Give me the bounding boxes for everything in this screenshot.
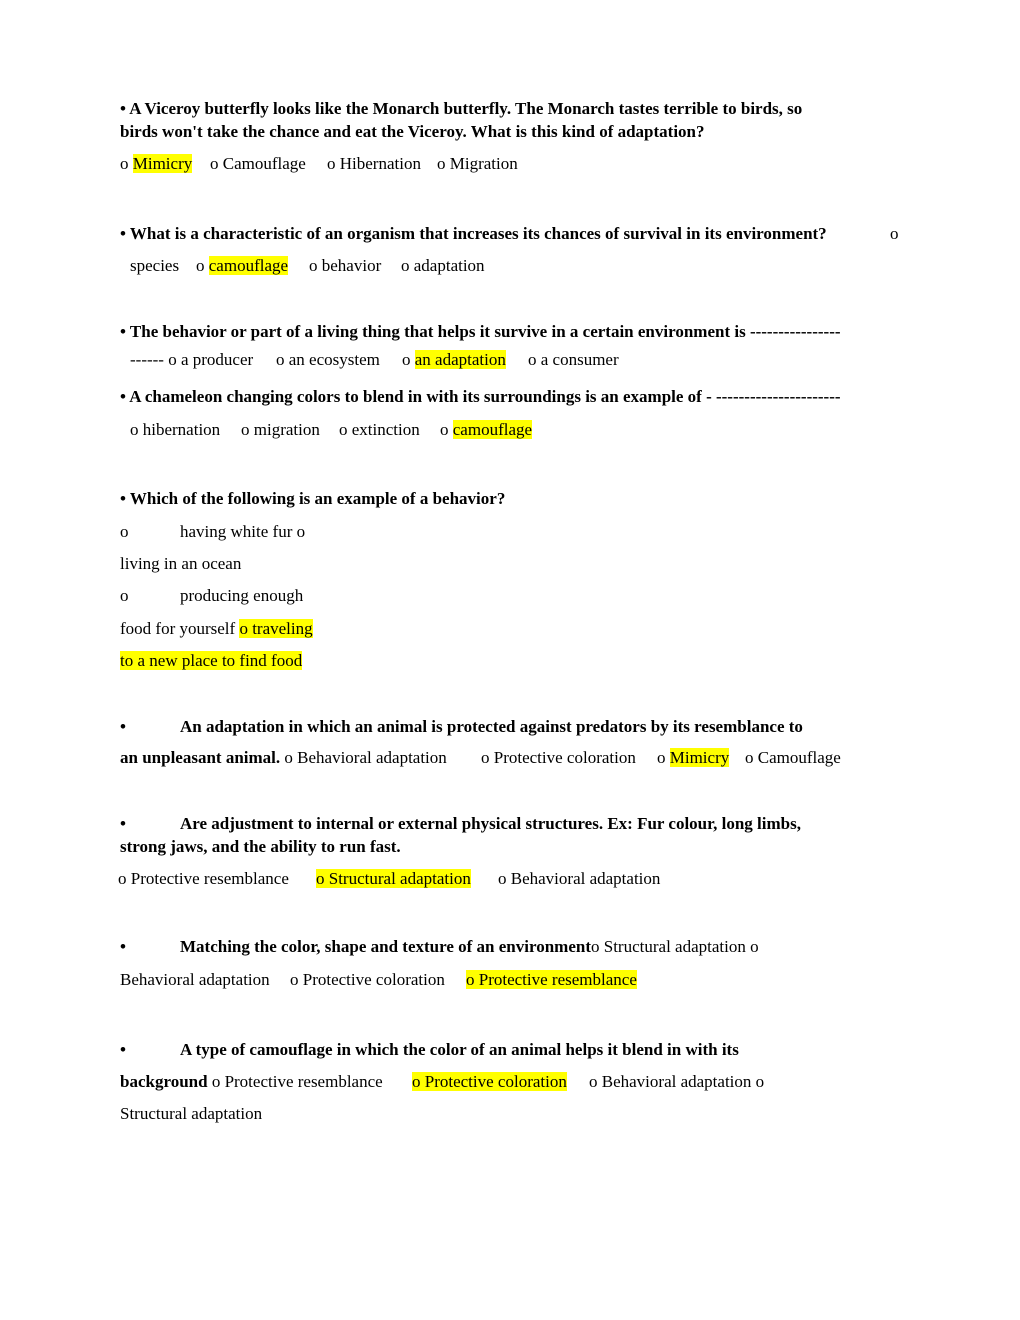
q6-option-3	[657, 748, 729, 768]
q3-line1: • The behavior or part of a living thing that helps it survive in a certain environment is ----------------	[120, 322, 841, 341]
q8-option-3: o Protective coloration	[290, 970, 445, 989]
q9-option-2	[412, 1072, 567, 1092]
q7-option-3: o Behavioral adaptation	[498, 869, 661, 888]
q3-option-4: o a consumer	[528, 350, 619, 369]
q1-option-3: o Hibernation	[327, 154, 421, 173]
q9-line2	[120, 1072, 383, 1092]
q1-option-1-mark: o	[120, 154, 129, 173]
q6-line2-bold: an unpleasant animal.	[120, 748, 281, 767]
q4-option-3: o extinction	[339, 420, 420, 439]
q2-line1: • What is a characteristic of an organism that increases its chances of survival in its environment?	[120, 224, 827, 243]
q3-line2-b: o an ecosystem	[276, 350, 380, 369]
q4-option-4	[440, 420, 532, 440]
q3-line2-a: ------ o a producer	[130, 350, 254, 369]
q7-line2: strong jaws, and the ability to run fast.	[120, 837, 401, 856]
q6-option-3-mark: o	[657, 748, 666, 767]
q1-option-2: o Camouflage	[210, 154, 306, 173]
q6-line1: An adaptation in which an animal is protected against predators by its resemblance to	[180, 717, 803, 736]
q2-option-2	[196, 256, 288, 276]
q1-line1: • A Viceroy butterfly looks like the Monarch butterfly. The Monarch tastes terrible to birds, so	[120, 99, 803, 118]
q5-row2: living in an ocean	[120, 554, 242, 573]
q7-bullet: •	[120, 814, 126, 833]
q2-option-2-mark: o	[196, 256, 205, 275]
q9-line1: A type of camouflage in which the color of an animal helps it blend in with its	[180, 1040, 739, 1059]
q4-line1: • A chameleon changing colors to blend in with its surroundings is an example of - ----------------------	[120, 387, 841, 406]
q5-row1-mark: o	[120, 522, 129, 541]
q4-option-1: o hibernation	[130, 420, 221, 439]
q1-option-1-answer: Mimicry	[132, 154, 193, 173]
q2-option-2-answer: camouflage	[208, 256, 289, 275]
q8-option-4	[466, 970, 637, 990]
q6-bullet: •	[120, 717, 126, 736]
q6-option-1: o Behavioral adaptation	[284, 748, 447, 767]
q8-line1-bold: Matching the color, shape and texture of an environment	[180, 937, 591, 956]
q5-row5-answer: to a new place to find food	[120, 651, 303, 670]
q5-row5	[120, 651, 302, 671]
q6-option-4: o Camouflage	[745, 748, 841, 767]
q5-row3-mark: o	[120, 586, 129, 605]
q2-line1-tail: o	[890, 224, 899, 243]
q3-option-3	[402, 350, 506, 370]
q6-option-3-answer: Mimicry	[669, 748, 730, 767]
q9-line3: Structural adaptation	[120, 1104, 263, 1123]
q7-line1: Are adjustment to internal or external physical structures. Ex: Fur colour, long limbs,	[180, 814, 801, 833]
q9-option-3: o Behavioral adaptation o	[589, 1072, 765, 1091]
q5-row4	[120, 619, 313, 639]
q8-line1-rest: o Structural adaptation o	[591, 937, 759, 956]
q4-option-4-answer: camouflage	[452, 420, 533, 439]
q5-row4-answer: o traveling	[239, 619, 313, 638]
q2-option-4: o adaptation	[401, 256, 485, 275]
q4-option-4-mark: o	[440, 420, 449, 439]
q1-line2: birds won't take the chance and eat the Viceroy. What is this kind of adaptation?	[120, 122, 705, 141]
q9-option-2-answer: o Protective coloration	[412, 1072, 567, 1091]
q3-option-3-mark: o	[402, 350, 411, 369]
q2-option-3: o behavior	[309, 256, 382, 275]
q4-option-2: o migration	[241, 420, 320, 439]
q5-row3-text: producing enough	[180, 586, 304, 605]
q5-line1: • Which of the following is an example of a behavior?	[120, 489, 506, 508]
q9-line2-bold: background	[120, 1072, 208, 1091]
q8-bullet: •	[120, 937, 126, 956]
q8-option-2: Behavioral adaptation	[120, 970, 270, 989]
q6-option-2: o Protective coloration	[481, 748, 636, 767]
q7-option-2-answer: o Structural adaptation	[316, 869, 471, 888]
q5-row4-text: food for yourself	[120, 619, 236, 638]
q1-option-4: o Migration	[437, 154, 518, 173]
q8-line1	[180, 937, 759, 957]
q2-option-1: species	[130, 256, 180, 275]
q1-options	[120, 154, 192, 174]
q3-option-3-answer: an adaptation	[414, 350, 506, 369]
q7-option-2	[316, 869, 471, 889]
q6-line2	[120, 748, 447, 768]
q5-row1-text: having white fur o	[180, 522, 306, 541]
q8-option-4-answer: o Protective resemblance	[466, 970, 637, 989]
q9-bullet: •	[120, 1040, 126, 1059]
q9-option-1: o Protective resemblance	[211, 1072, 383, 1091]
q7-option-1: o Protective resemblance	[118, 869, 289, 888]
